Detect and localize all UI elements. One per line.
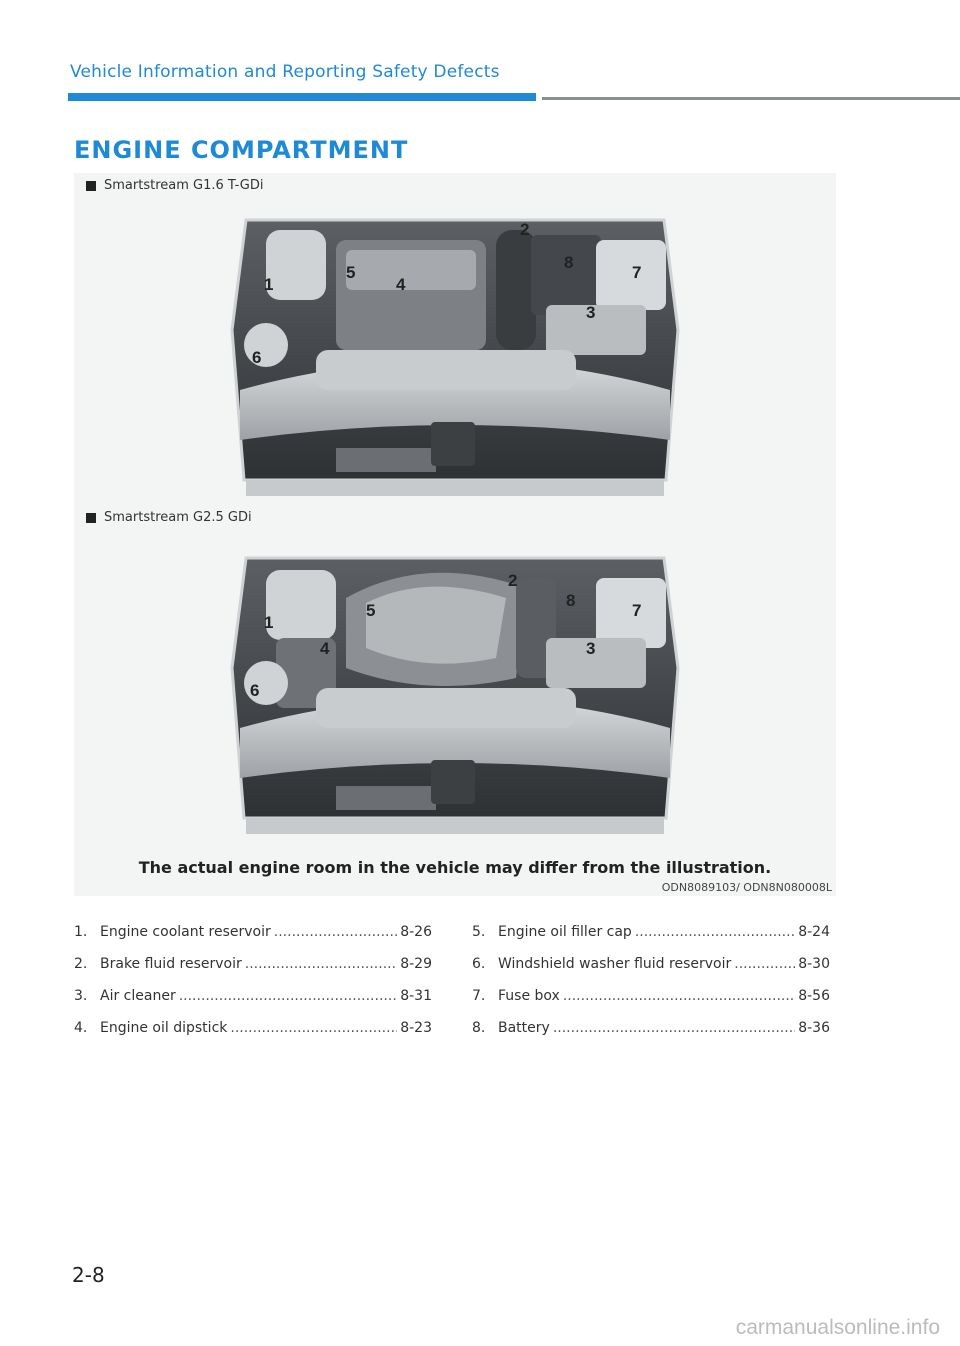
- callout-5: 5: [346, 263, 356, 282]
- page-number: 2-8: [72, 1263, 105, 1287]
- callout-1: 1: [264, 275, 274, 294]
- legend-item: 4. Engine oil dipstick ..... 8-23: [74, 1020, 432, 1052]
- watermark: carmanualsonline.info: [735, 1316, 940, 1339]
- callout-4: 4: [396, 275, 406, 294]
- header-rule-accent: [68, 93, 536, 101]
- callout-7: 7: [632, 601, 642, 620]
- bullet-square-icon: [86, 513, 96, 523]
- legend-list-right: [472, 924, 830, 1052]
- variant-label-text: Smartstream G2.5 GDi: [104, 510, 252, 525]
- callout-3: 3: [586, 639, 596, 658]
- callout-2: 2: [508, 571, 518, 590]
- callout-1: 1: [264, 613, 274, 632]
- legend-item: 3. Air cleaner ..... 8-31: [74, 988, 432, 1020]
- legend-item: 8. Battery ..... 8-36: [472, 1020, 830, 1052]
- callout-8: 8: [566, 591, 576, 610]
- variant-label-g25: [86, 510, 252, 525]
- callout-4: 4: [320, 639, 330, 658]
- figure-caption: The actual engine room in the vehicle may differ from the illustration.: [138, 858, 772, 877]
- callout-3: 3: [586, 303, 596, 322]
- callout-5: 5: [366, 601, 376, 620]
- callout-8: 8: [564, 253, 574, 272]
- callout-2: 2: [520, 220, 530, 239]
- engine-illustration-g16: [226, 210, 684, 500]
- legend-item: 6. Windshield washer fluid reservoir ..... 8-30: [472, 956, 830, 988]
- legend-item: 1. Engine coolant reservoir ..... 8-26: [74, 924, 432, 956]
- engine-illustration-g25: [226, 548, 684, 838]
- legend-item: 7. Fuse box ..... 8-56: [472, 988, 830, 1020]
- callout-6: 6: [250, 681, 260, 700]
- callout-7: 7: [632, 263, 642, 282]
- legend-list-left: [74, 924, 432, 1052]
- running-header: Vehicle Information and Reporting Safety Defects: [70, 62, 500, 82]
- image-code: ODN8089103/ ODN8N080008L: [661, 881, 832, 894]
- variant-label-text: Smartstream G1.6 T-GDi: [104, 178, 264, 193]
- legend-item: 5. Engine oil filler cap ..... 8-24: [472, 924, 830, 956]
- variant-label-g16: [86, 178, 264, 193]
- callout-6: 6: [252, 348, 262, 367]
- section-title: ENGINE COMPARTMENT: [74, 136, 409, 164]
- legend-item: 2. Brake fluid reservoir ..... 8-29: [74, 956, 432, 988]
- bullet-square-icon: [86, 181, 96, 191]
- header-rule: [542, 97, 960, 100]
